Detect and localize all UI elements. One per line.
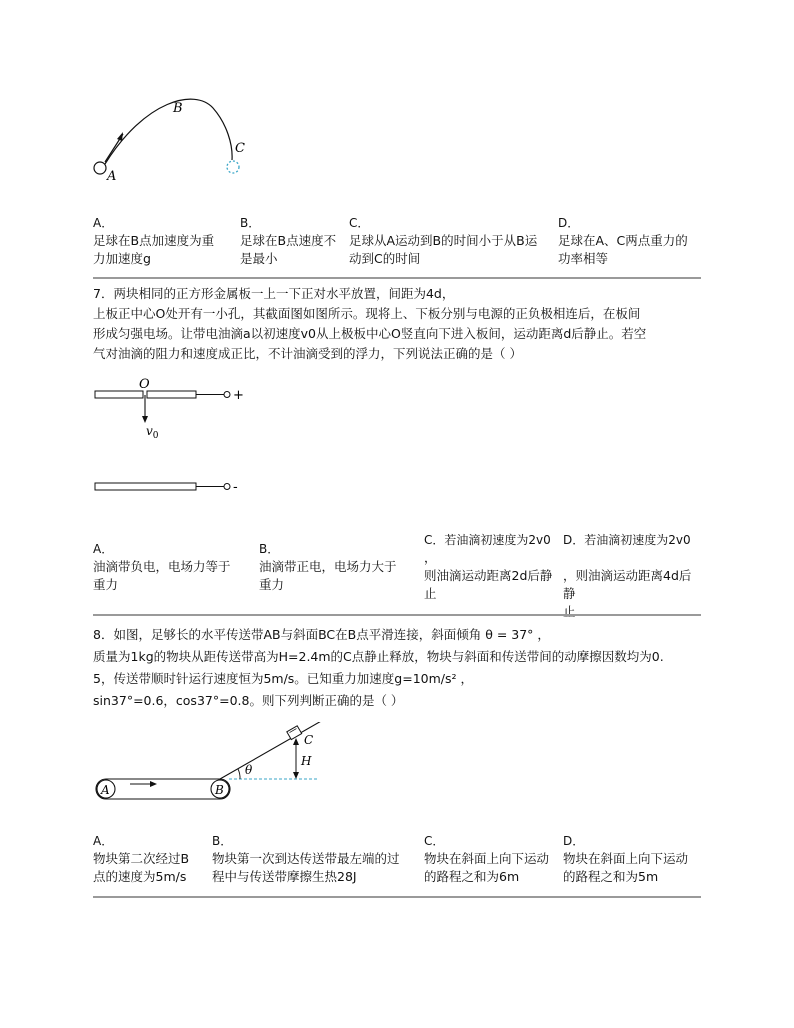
- q7-option-d-label: D．若油滴初速度为2v0: [563, 533, 691, 547]
- q7-upper-plate-left: [95, 391, 143, 398]
- q8-height-arrow-bottom: [293, 772, 299, 779]
- q6-trajectory-curve: [105, 99, 232, 164]
- q7-capacitor-figure: [90, 375, 250, 500]
- q7-option-d-text: ，则油滴运动距离4d后静 止: [563, 568, 692, 619]
- q8-conveyor-incline-figure: [90, 722, 340, 804]
- q8-stem-line: 5，传送带顺时针运行速度恒为5m/s。已知重力加速度g=10m/s² ，: [93, 671, 474, 686]
- q8-option-c-label: C．: [424, 834, 445, 848]
- q7-minus-sign: -: [233, 480, 238, 495]
- q8-incline: [220, 722, 330, 779]
- q8-label-theta: θ: [245, 763, 253, 777]
- q6-trajectory-figure: [85, 90, 265, 185]
- q8-stem-line: 质量为1kg的物块从距传送带高为H=2.4m的C点静止释放，物块与斜面和传送带间的动摩擦因数均为0.: [93, 649, 664, 664]
- q6-option-b-label: B．: [240, 216, 261, 230]
- q6-option-c[interactable]: [349, 196, 559, 268]
- q6-ball-a: [94, 162, 106, 174]
- q8-label-h: H: [301, 754, 312, 768]
- q7-option-b-text: 油滴带正电，电场力大于 重力: [259, 559, 397, 592]
- q6-option-a[interactable]: [93, 196, 233, 268]
- q8-height-arrow-top: [293, 738, 299, 745]
- q7-option-b-label: B．: [259, 542, 280, 556]
- q8-option-c[interactable]: [424, 814, 566, 886]
- q7-option-c[interactable]: [424, 513, 564, 603]
- q7-option-b[interactable]: [259, 522, 419, 594]
- q8-angle-arc: [238, 769, 240, 779]
- q7-upper-terminal: [224, 392, 230, 398]
- q7-option-d[interactable]: [563, 513, 703, 621]
- q6-option-c-text: 足球从A运动到B的时间小于从B运 动到C的时间: [349, 233, 538, 266]
- q6-option-d-text: 足球在A、C两点重力的 功率相等: [558, 233, 688, 266]
- q7-stem-line: 形成匀强电场。让带电油滴a以初速度v0从上极板中心O竖直向下进入板间，运动距离d后静止。若空: [93, 326, 647, 341]
- q8-belt-arrow-head: [150, 781, 157, 787]
- q6-option-b[interactable]: [240, 196, 350, 268]
- q8-option-b[interactable]: [212, 814, 427, 886]
- q7-stem-line: 上板正中心O处开有一小孔，其截面图如图所示。现将上、下板分别与电源的正负极相连后，在板间: [93, 306, 641, 321]
- q6-label-b: B: [173, 101, 183, 116]
- q6-option-a-label: A．: [93, 216, 114, 230]
- q8-label-a: A: [101, 783, 110, 797]
- q6-label-a: A: [107, 169, 117, 184]
- q6-option-a-text: 足球在B点加速度为重 力加速度g: [93, 233, 215, 266]
- q8-option-b-text: 物块第一次到达传送带最左端的过 程中与传送带摩擦生热28J: [212, 851, 400, 884]
- q8-label-c: C: [304, 733, 314, 747]
- q7-label-v0: $v_0$: [146, 424, 159, 441]
- q8-block: [287, 726, 302, 740]
- q8-option-d-text: 物块在斜面上向下运动 的路程之和为5m: [563, 851, 689, 884]
- q6-label-c: C: [235, 141, 245, 156]
- q7-option-a-text: 油滴带负电，电场力等于 重力: [93, 559, 231, 592]
- q7-plus-sign: +: [233, 388, 244, 403]
- q8-option-d-label: D．: [563, 834, 585, 848]
- q7-option-c-label: C．若油滴初速度为2v0: [424, 533, 551, 547]
- q7-lower-plate: [95, 483, 196, 490]
- q7-option-a-label: A．: [93, 542, 114, 556]
- q8-stem-line: sin37°=0.6，cos37°=0.8。则下列判断正确的是（ ）: [93, 693, 404, 708]
- q8-label-b: B: [215, 783, 224, 797]
- q8-stem-line: 8．如图，足够长的水平传送带AB与斜面BC在B点平滑连接，斜面倾角 θ = 37° ，: [93, 627, 550, 642]
- q8-option-b-label: B．: [212, 834, 233, 848]
- q7-stem-line: 气对油滴的阻力和速度成正比，不计油滴受到的浮力，下列说法正确的是（ ）: [93, 346, 522, 361]
- q6-option-d[interactable]: [558, 196, 704, 268]
- q7-label-o: O: [139, 377, 150, 392]
- q8-option-d[interactable]: [563, 814, 705, 886]
- q7-arrow-head: [142, 416, 148, 423]
- q8-stem: [93, 624, 703, 712]
- q6-arrow-head: [117, 132, 123, 141]
- q8-option-a-text: 物块第二次经过B 点的速度为5m/s: [93, 851, 190, 884]
- divider-q7-q8: [93, 614, 701, 616]
- q7-stem: [93, 284, 703, 364]
- q7-lower-terminal: [224, 484, 230, 490]
- q7-option-c-text: ， 则油滴运动距离2d后静 止: [424, 550, 553, 601]
- q8-option-a-label: A．: [93, 834, 114, 848]
- q7-upper-plate-right: [147, 391, 196, 398]
- q8-option-c-text: 物块在斜面上向下运动 的路程之和为6m: [424, 851, 550, 884]
- q7-option-a[interactable]: [93, 522, 253, 594]
- divider-bottom: [93, 896, 701, 898]
- q8-option-a[interactable]: [93, 814, 213, 886]
- q6-option-d-label: D．: [558, 216, 580, 230]
- q7-stem-line: 7．两块相同的正方形金属板一上一下正对水平放置，间距为4d，: [93, 286, 455, 301]
- divider-q6-q7: [93, 277, 701, 279]
- q6-ball-c: [227, 161, 239, 173]
- q6-option-c-label: C．: [349, 216, 370, 230]
- q6-option-b-text: 足球在B点速度不 是最小: [240, 233, 337, 266]
